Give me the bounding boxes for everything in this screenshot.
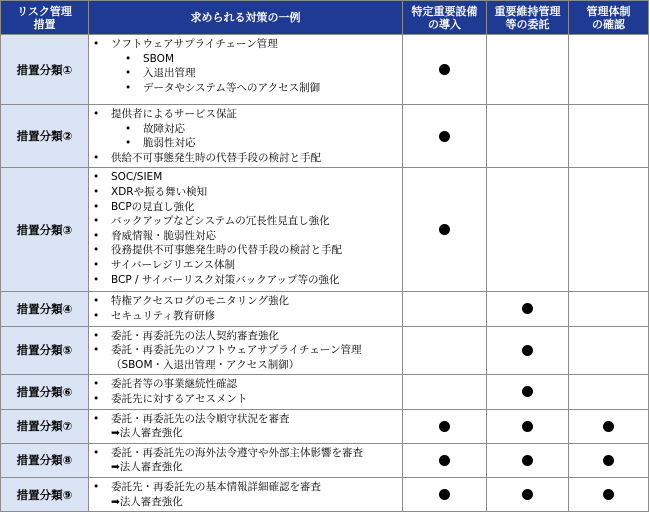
table-row — [1, 477, 649, 511]
list-item: • データやシステム等へのアクセス制御 — [91, 81, 398, 96]
header-measures-label: 求められる対策の一例 — [190, 11, 301, 24]
filled-circle-icon — [439, 131, 450, 142]
list-item: • 委託・再委託先の法令順守状況を審査 — [91, 412, 398, 427]
mark-cell-col3 — [569, 326, 649, 375]
list-item: • ソフトウェアサプライチェーン管理 — [91, 37, 398, 52]
list-item: • 委託者等の事業継続性確認 — [91, 377, 398, 392]
filled-circle-icon — [522, 303, 533, 314]
header-row — [1, 1, 649, 35]
list-item: • 提供者によるサービス保証 — [91, 107, 398, 122]
mark-cell-col3 — [569, 105, 649, 168]
measures-cell — [89, 168, 403, 292]
mark-cell-col1 — [403, 326, 487, 375]
filled-circle-icon — [522, 455, 533, 466]
table-row — [1, 35, 649, 105]
header-col3 — [569, 1, 649, 35]
list-item: • XDRや振る舞い検知 — [91, 185, 398, 200]
filled-circle-icon — [439, 489, 450, 500]
mark-cell-col3 — [569, 477, 649, 511]
list-item: • バックアップなどシステムの冗長性見直し強化 — [91, 214, 398, 229]
mark-cell-col3 — [569, 443, 649, 477]
mark-cell-col1 — [403, 292, 487, 326]
filled-circle-icon — [522, 421, 533, 432]
header-col3-label: 管理体制 の確認 — [586, 4, 631, 31]
measures-list — [91, 377, 398, 406]
header-col1 — [403, 1, 487, 35]
measures-list — [91, 480, 398, 509]
list-item: • 委託・再委託先のソフトウェアサプライチェーン管理 — [91, 343, 398, 358]
list-item: • 委託先に対するアセスメント — [91, 392, 398, 407]
filled-circle-icon — [439, 64, 450, 75]
category-cell: 措置分類② — [1, 105, 89, 168]
mark-cell-col1 — [403, 443, 487, 477]
table-body — [1, 35, 649, 512]
header-category — [1, 1, 89, 35]
list-item: • SBOM — [91, 52, 398, 67]
measures-cell — [89, 326, 403, 375]
mark-cell-col1 — [403, 168, 487, 292]
list-item: • BCPの見直し強化 — [91, 200, 398, 215]
measures-list — [91, 170, 398, 287]
filled-circle-icon — [439, 455, 450, 466]
mark-cell-col2 — [487, 326, 569, 375]
measures-list — [91, 446, 398, 475]
list-item: • SOC/SIEM — [91, 170, 398, 185]
measures-cell — [89, 443, 403, 477]
table-row — [1, 443, 649, 477]
mark-cell-col3 — [569, 168, 649, 292]
list-item: • 役務提供不可事態発生時の代替手段の検討と手配 — [91, 243, 398, 258]
category-cell: 措置分類⑦ — [1, 409, 89, 443]
filled-circle-icon — [439, 224, 450, 235]
mark-cell-col3 — [569, 375, 649, 409]
header-col2-label: 重要維持管理 等の委託 — [494, 4, 561, 31]
filled-circle-icon — [439, 421, 450, 432]
table-row — [1, 326, 649, 375]
category-cell: 措置分類④ — [1, 292, 89, 326]
mark-cell-col1 — [403, 35, 487, 105]
list-item: • 脅威情報・脆弱性対応 — [91, 229, 398, 244]
list-item: ➡法人審査強化 — [111, 461, 183, 474]
mark-cell-col2 — [487, 409, 569, 443]
list-item: （SBOM・入退出管理・アクセス制御） — [111, 358, 300, 371]
header-col2 — [487, 1, 569, 35]
table-row — [1, 409, 649, 443]
measures-cell — [89, 409, 403, 443]
table-row — [1, 168, 649, 292]
category-cell: 措置分類⑧ — [1, 443, 89, 477]
mark-cell-col2 — [487, 35, 569, 105]
mark-cell-col1 — [403, 477, 487, 511]
measures-cell — [89, 375, 403, 409]
filled-circle-icon — [522, 386, 533, 397]
list-item: • 委託・再委託先の海外法令遵守や外部主体影響を審査 — [91, 446, 398, 461]
mark-cell-col3 — [569, 409, 649, 443]
category-cell: 措置分類③ — [1, 168, 89, 292]
list-item: • BCP / サイバーリスク対策バックアップ等の強化 — [91, 273, 398, 288]
filled-circle-icon — [522, 345, 533, 356]
list-item: ➡法人審査強化 — [111, 495, 183, 508]
mark-cell-col3 — [569, 292, 649, 326]
mark-cell-col2 — [487, 477, 569, 511]
list-item: • 入退出管理 — [91, 66, 398, 81]
mark-cell-col2 — [487, 443, 569, 477]
header-category-label: リスク管理 措置 — [17, 4, 72, 31]
list-item: • 委託・再委託先の法人契約審査強化 — [91, 329, 398, 344]
list-item: • 特権アクセスログのモニタリング強化 — [91, 294, 398, 309]
list-item: • 委託先・再委託先の基本情報詳細確認を審査 — [91, 480, 398, 495]
filled-circle-icon — [603, 421, 614, 432]
list-item: • サイバーレジリエンス体制 — [91, 258, 398, 273]
list-item: • セキュリティ教育研修 — [91, 309, 398, 324]
category-cell: 措置分類⑤ — [1, 326, 89, 375]
measures-list — [91, 37, 398, 95]
list-item: • 供給不可事態発生時の代替手段の検討と手配 — [91, 151, 398, 166]
measures-list — [91, 412, 398, 441]
mark-cell-col1 — [403, 375, 487, 409]
measures-cell — [89, 477, 403, 511]
mark-cell-col2 — [487, 168, 569, 292]
filled-circle-icon — [522, 489, 533, 500]
table-row — [1, 292, 649, 326]
table-row — [1, 105, 649, 168]
filled-circle-icon — [603, 455, 614, 466]
category-cell: 措置分類⑥ — [1, 375, 89, 409]
category-cell: 措置分類⑨ — [1, 477, 89, 511]
mark-cell-col2 — [487, 375, 569, 409]
mark-cell-col2 — [487, 292, 569, 326]
measures-cell — [89, 292, 403, 326]
filled-circle-icon — [603, 489, 614, 500]
mark-cell-col3 — [569, 35, 649, 105]
list-item: • 脆弱性対応 — [91, 136, 398, 151]
measures-list — [91, 329, 398, 373]
measures-list — [91, 294, 398, 323]
list-item: ➡法人審査強化 — [111, 427, 183, 440]
mark-cell-col1 — [403, 409, 487, 443]
header-col1-label: 特定重要設備 の導入 — [411, 4, 478, 31]
measures-cell — [89, 35, 403, 105]
category-cell: 措置分類① — [1, 35, 89, 105]
mark-cell-col2 — [487, 105, 569, 168]
header-measures — [89, 1, 403, 35]
mark-cell-col1 — [403, 105, 487, 168]
table-row — [1, 375, 649, 409]
list-item: • 故障対応 — [91, 122, 398, 137]
measures-list — [91, 107, 398, 165]
measures-cell — [89, 105, 403, 168]
